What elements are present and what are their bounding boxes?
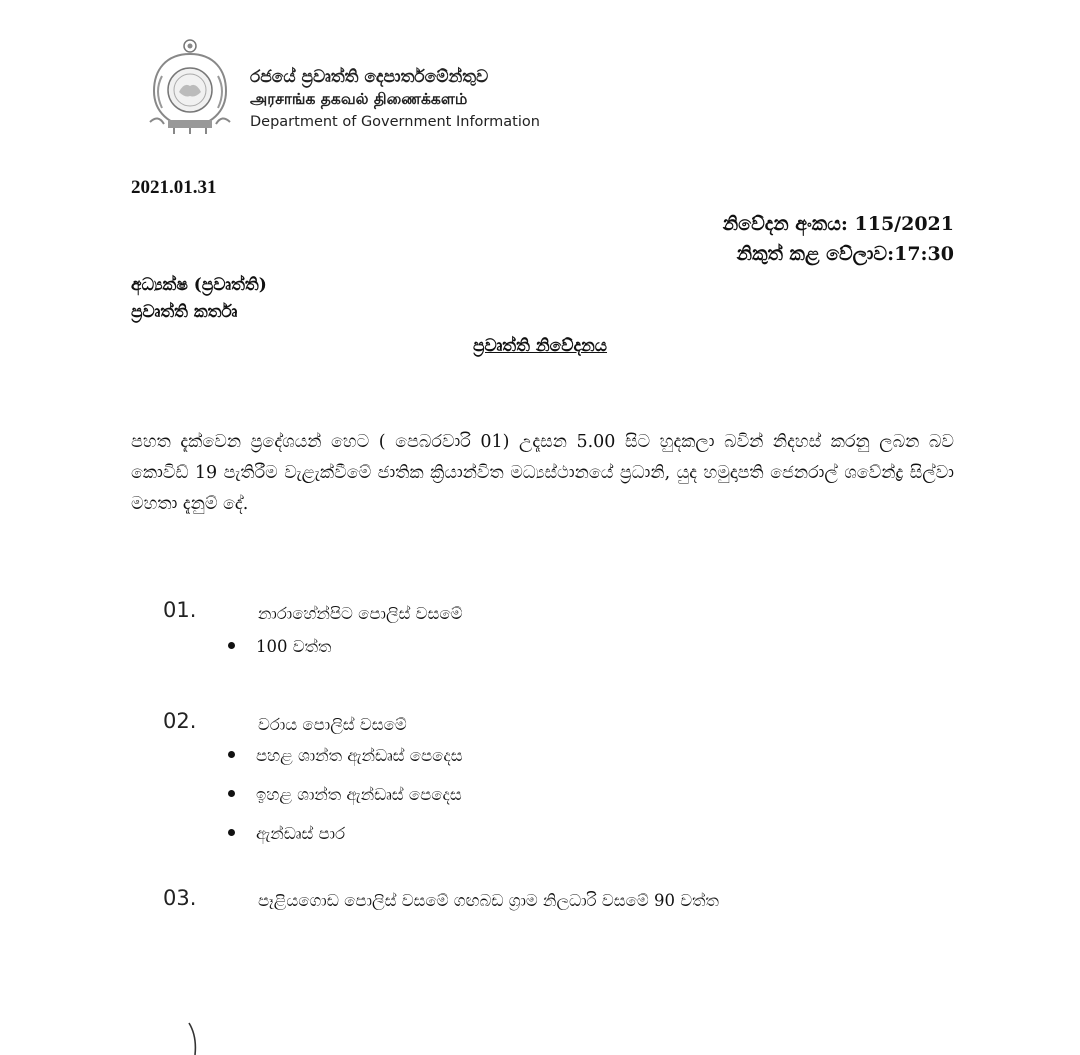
list-item	[228, 785, 462, 805]
list-item-label: 100 වත්ත	[256, 637, 332, 656]
bullet-icon	[228, 829, 235, 836]
list-item	[228, 824, 345, 844]
area-station: පෑළියගොඩ පොලිස් වසමේ ගඟබඩ ග්‍රාම නිලධාරි වසමේ 90 වත්ත	[258, 891, 719, 910]
list-item-label: ඉහළ ශාන්ත ඇන්ඩෘස් පෙදෙස	[256, 785, 462, 804]
page-title-text: ප්‍රවෘත්ති නිවේදනය	[472, 336, 608, 356]
list-item-label: ඇන්ඩෘස් පාර	[256, 824, 346, 843]
signature-mark	[186, 1022, 200, 1055]
area-number: 02.	[163, 709, 197, 733]
area-number: 01.	[163, 598, 197, 622]
sri-lanka-emblem-icon	[144, 36, 236, 136]
area-station: වරාය පොලිස් වසමේ	[258, 715, 407, 734]
release-date: 2021.01.31	[131, 177, 217, 198]
list-item	[228, 637, 331, 657]
bullet-icon	[228, 642, 235, 649]
dept-name-english: Department of Government Information	[250, 114, 540, 130]
release-number: නිවේදන අංකය: 115/2021	[722, 213, 954, 235]
area-station: නාරාහේන්පිට පොලිස් වසමේ	[258, 604, 463, 623]
list-item-label: පහළ ශාන්ත ඇන්ඩෘස් පෙදෙස	[256, 746, 463, 765]
area-number: 03.	[163, 886, 197, 910]
addressee-news-editor: ප්‍රවෘත්ති කර්තෘ	[131, 302, 238, 322]
dept-name-tamil: அரசாங்க தகவல் திணைக்களம்	[250, 90, 468, 108]
intro-paragraph: පහත දැක්වෙන ප්‍රදේශයන් හෙට ( පෙබරවාරි 01) උදෑසන 5.00 සිට හුදකලා බවින් නිදහස් කරනු ලබන බව කොවිඩ් 19 පැතිරීම වැළැක්වීමේ ජාතික ක්‍රියාන්විත මධ්‍යස්ථානයේ ප්‍රධානි, යුද හමුදාපති ජෙනරාල් ශවේන්ද්‍ර සිල්වා මහතා දැනුම් දේ.	[131, 432, 954, 514]
bullet-icon	[228, 751, 235, 758]
addressee-director: අධ්‍යක්ෂ (ප්‍රවෘත්ති)	[131, 275, 267, 295]
dept-name-sinhala: රජයේ ප්‍රවෘත්ති දෙපාර්තමේන්තුව	[250, 67, 489, 87]
release-time: නිකුත් කළ වේලාව:17:30	[736, 243, 954, 265]
page-title	[0, 336, 1080, 356]
bullet-icon	[228, 790, 235, 797]
list-item	[228, 746, 463, 766]
